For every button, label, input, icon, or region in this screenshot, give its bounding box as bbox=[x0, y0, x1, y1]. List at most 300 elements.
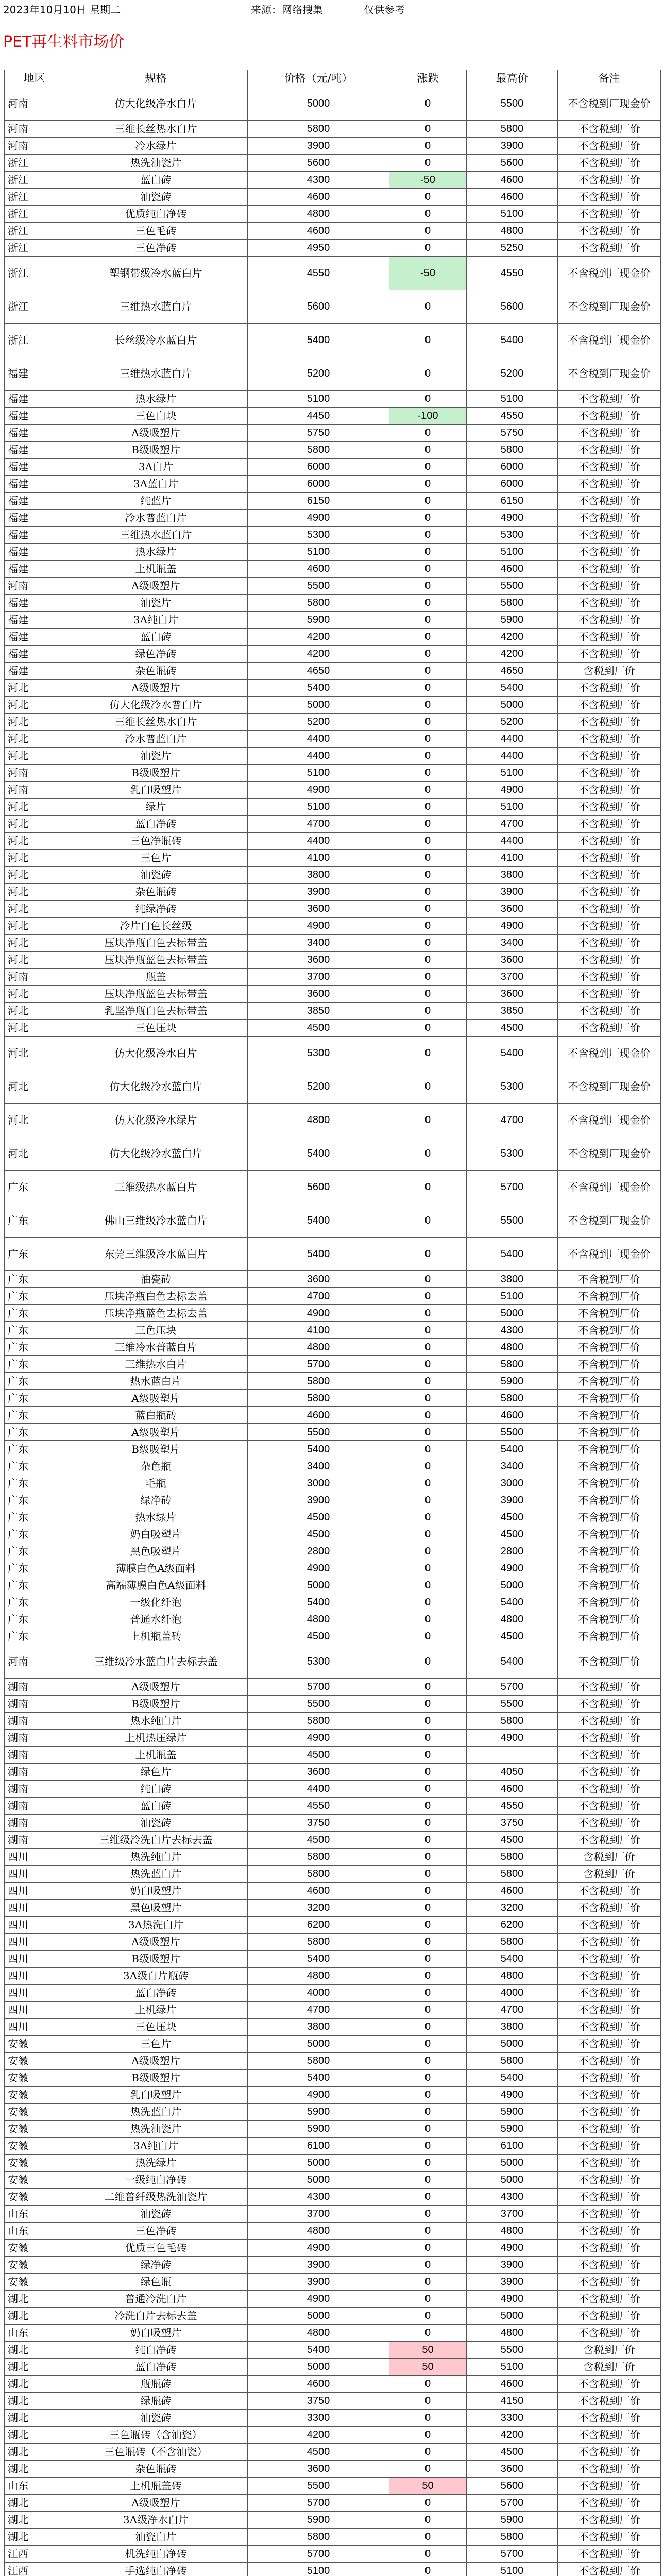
cell-region: 河北 bbox=[5, 918, 64, 935]
cell-high: 5400 bbox=[467, 2070, 558, 2087]
table-row bbox=[5, 189, 661, 206]
cell-region: 河北 bbox=[5, 986, 64, 1003]
cell-change: 0 bbox=[389, 155, 467, 172]
table-row bbox=[5, 493, 661, 510]
table-row bbox=[5, 1373, 661, 1390]
table-row bbox=[5, 1171, 661, 1204]
cell-high: 5200 bbox=[467, 714, 558, 731]
cell-price: 4900 bbox=[248, 2087, 389, 2104]
cell-change: 0 bbox=[389, 1526, 467, 1543]
cell-high: 4000 bbox=[467, 1985, 558, 2002]
cell-spec: 油瓷砖 bbox=[64, 189, 248, 206]
cell-region: 河北 bbox=[5, 901, 64, 918]
cell-high: 5800 bbox=[467, 2529, 558, 2546]
cell-region: 广东 bbox=[5, 1526, 64, 1543]
cell-price: 5700 bbox=[248, 1679, 389, 1696]
cell-change: 0 bbox=[389, 1866, 467, 1883]
cell-note: 不含税到厂价 bbox=[558, 459, 661, 476]
cell-change: 0 bbox=[389, 2223, 467, 2240]
table-row bbox=[5, 257, 661, 290]
cell-region: 江西 bbox=[5, 2563, 64, 2576]
cell-note: 不含税到厂价 bbox=[558, 1560, 661, 1577]
table-row bbox=[5, 714, 661, 731]
cell-note: 不含税到厂价 bbox=[558, 1441, 661, 1458]
cell-region: 安徽 bbox=[5, 2189, 64, 2206]
cell-price: 5000 bbox=[248, 1577, 389, 1594]
cell-note: 不含税到厂价 bbox=[558, 1815, 661, 1832]
cell-note: 不含税到厂价 bbox=[558, 2104, 661, 2121]
cell-spec: 蓝白净砖 bbox=[64, 2359, 248, 2376]
cell-spec: 蓝白净砖 bbox=[64, 816, 248, 833]
cell-high: 4900 bbox=[467, 510, 558, 527]
cell-high: 4500 bbox=[467, 1509, 558, 1526]
cell-high: 3900 bbox=[467, 884, 558, 901]
cell-note: 不含税到厂价 bbox=[558, 2121, 661, 2138]
cell-spec: A级吸塑片 bbox=[64, 578, 248, 595]
cell-region: 湖北 bbox=[5, 2427, 64, 2444]
table-body bbox=[5, 87, 661, 2576]
cell-price: 4650 bbox=[248, 663, 389, 680]
cell-price: 4800 bbox=[248, 2223, 389, 2240]
cell-region: 河北 bbox=[5, 748, 64, 765]
cell-high: 4700 bbox=[467, 1104, 558, 1137]
cell-note: 不含税到厂价 bbox=[558, 391, 661, 408]
cell-region: 广东 bbox=[5, 1424, 64, 1441]
table-row bbox=[5, 2291, 661, 2308]
cell-price: 3600 bbox=[248, 952, 389, 969]
cell-price: 3900 bbox=[248, 2257, 389, 2274]
cell-price: 5800 bbox=[248, 1866, 389, 1883]
cell-high: 6000 bbox=[467, 476, 558, 493]
cell-spec: 普通冷洗白片 bbox=[64, 2291, 248, 2308]
cell-note: 不含税到厂价 bbox=[558, 1985, 661, 2002]
cell-change: 0 bbox=[389, 969, 467, 986]
cell-high: 5700 bbox=[467, 1679, 558, 1696]
table-row bbox=[5, 1696, 661, 1713]
cell-high: 4400 bbox=[467, 833, 558, 850]
cell-high: 5800 bbox=[467, 1390, 558, 1407]
page-title: PET再生料市场价 bbox=[3, 33, 125, 51]
table-row bbox=[5, 918, 661, 935]
cell-note: 不含税到厂价 bbox=[558, 850, 661, 867]
table-row bbox=[5, 2546, 661, 2563]
cell-change: 0 bbox=[389, 595, 467, 612]
cell-spec: 热洗蓝白片 bbox=[64, 2104, 248, 2121]
cell-spec: 长丝级冷水蓝白片 bbox=[64, 324, 248, 357]
cell-change: 0 bbox=[389, 2206, 467, 2223]
cell-change: 0 bbox=[389, 1509, 467, 1526]
cell-region: 湖南 bbox=[5, 1764, 64, 1781]
cell-high: 4900 bbox=[467, 1730, 558, 1747]
cell-spec: 绿色片 bbox=[64, 1764, 248, 1781]
cell-price: 5800 bbox=[248, 1934, 389, 1951]
cell-change: 0 bbox=[389, 324, 467, 357]
table-row bbox=[5, 1441, 661, 1458]
table-row bbox=[5, 2461, 661, 2478]
cell-high: 5000 bbox=[467, 1305, 558, 1322]
cell-spec: 蓝白净砖 bbox=[64, 1985, 248, 2002]
cell-change: 50 bbox=[389, 2478, 467, 2495]
cell-note: 不含税到厂价 bbox=[558, 1645, 661, 1679]
cell-spec: 三维级热水蓝白片 bbox=[64, 1171, 248, 1204]
table-row bbox=[5, 901, 661, 918]
cell-region: 湖北 bbox=[5, 2512, 64, 2529]
cell-spec: A级吸塑片 bbox=[64, 1679, 248, 1696]
cell-note: 不含税到厂价 bbox=[558, 2036, 661, 2053]
cell-price: 5000 bbox=[248, 697, 389, 714]
cell-high: 5000 bbox=[467, 697, 558, 714]
cell-high: 5800 bbox=[467, 1866, 558, 1883]
cell-change: 0 bbox=[389, 87, 467, 121]
cell-spec: 热水纯白片 bbox=[64, 1713, 248, 1730]
cell-change: 0 bbox=[389, 2444, 467, 2461]
cell-spec: 压块净瓶蓝色去标带盖 bbox=[64, 952, 248, 969]
cell-price: 3600 bbox=[248, 1764, 389, 1781]
cell-spec: 二维普纤级热洗油瓷片 bbox=[64, 2189, 248, 2206]
cell-spec: 纯绿净砖 bbox=[64, 901, 248, 918]
table-row bbox=[5, 935, 661, 952]
cell-spec: 仿大化级冷水绿片 bbox=[64, 1104, 248, 1137]
table-row bbox=[5, 1968, 661, 1985]
cell-high: 5750 bbox=[467, 425, 558, 442]
cell-region: 安徽 bbox=[5, 2053, 64, 2070]
cell-change: 0 bbox=[389, 1390, 467, 1407]
cell-note: 含税到厂价 bbox=[558, 663, 661, 680]
cell-change: 0 bbox=[389, 2155, 467, 2172]
cell-high: 4900 bbox=[467, 2291, 558, 2308]
cell-price: 5300 bbox=[248, 527, 389, 544]
cell-high: 3400 bbox=[467, 1458, 558, 1475]
table-row bbox=[5, 1238, 661, 1271]
table-row bbox=[5, 2376, 661, 2393]
cell-change: 0 bbox=[389, 2393, 467, 2410]
cell-high: 4500 bbox=[467, 1020, 558, 1037]
cell-high: 4600 bbox=[467, 1407, 558, 1424]
cell-spec: 绿色瓶 bbox=[64, 2274, 248, 2291]
cell-note: 含税到厂价 bbox=[558, 1849, 661, 1866]
cell-note: 不含税到厂价 bbox=[558, 1747, 661, 1764]
cell-note: 不含税到厂价 bbox=[558, 1917, 661, 1934]
cell-high: 4650 bbox=[467, 663, 558, 680]
cell-change: 0 bbox=[389, 748, 467, 765]
cell-change: 0 bbox=[389, 1238, 467, 1271]
cell-region: 湖南 bbox=[5, 1781, 64, 1798]
cell-change: 0 bbox=[389, 1951, 467, 1968]
cell-high: 3700 bbox=[467, 969, 558, 986]
table-row bbox=[5, 2257, 661, 2274]
cell-note: 不含税到厂价 bbox=[558, 1407, 661, 1424]
cell-price: 2800 bbox=[248, 1543, 389, 1560]
table-row bbox=[5, 442, 661, 459]
cell-change: 0 bbox=[389, 1322, 467, 1339]
table-header-row bbox=[5, 70, 661, 87]
cell-high: 5300 bbox=[467, 527, 558, 544]
cell-note: 不含税到厂价 bbox=[558, 442, 661, 459]
cell-region: 浙江 bbox=[5, 223, 64, 240]
cell-note: 不含税到厂价 bbox=[558, 714, 661, 731]
cell-spec: A级吸塑片 bbox=[64, 1934, 248, 1951]
cell-spec: 杂色瓶砖 bbox=[64, 663, 248, 680]
cell-price: 4900 bbox=[248, 2240, 389, 2257]
cell-spec: 杂色瓶 bbox=[64, 1458, 248, 1475]
cell-spec: 热水绿片 bbox=[64, 1509, 248, 1526]
cell-high: 5900 bbox=[467, 2512, 558, 2529]
cell-price: 5100 bbox=[248, 2563, 389, 2576]
cell-price: 5400 bbox=[248, 680, 389, 697]
cell-high: 5000 bbox=[467, 2308, 558, 2325]
cell-note: 不含税到厂价 bbox=[558, 240, 661, 257]
table-row bbox=[5, 391, 661, 408]
cell-spec: 3A级净水白片 bbox=[64, 2512, 248, 2529]
cell-region: 浙江 bbox=[5, 257, 64, 290]
cell-note: 不含税到厂价 bbox=[558, 782, 661, 799]
cell-price: 5900 bbox=[248, 612, 389, 629]
cell-spec: 奶白吸塑片 bbox=[64, 1883, 248, 1900]
cell-spec: 奶白吸塑片 bbox=[64, 1526, 248, 1543]
table-row bbox=[5, 884, 661, 901]
cell-note: 不含税到厂价 bbox=[558, 1968, 661, 1985]
cell-region: 广东 bbox=[5, 1628, 64, 1645]
cell-change: 0 bbox=[389, 918, 467, 935]
cell-note: 不含税到厂价 bbox=[558, 935, 661, 952]
cell-spec: 佛山三维级冷水蓝白片 bbox=[64, 1204, 248, 1238]
table-row bbox=[5, 595, 661, 612]
cell-price: 3200 bbox=[248, 1900, 389, 1917]
cell-high: 3600 bbox=[467, 901, 558, 918]
cell-price: 3900 bbox=[248, 138, 389, 155]
table-row bbox=[5, 561, 661, 578]
cell-region: 浙江 bbox=[5, 206, 64, 223]
cell-change: 0 bbox=[389, 1560, 467, 1577]
cell-price: 5100 bbox=[248, 544, 389, 561]
cell-change: 0 bbox=[389, 476, 467, 493]
cell-change: 0 bbox=[389, 1934, 467, 1951]
cell-high: 4500 bbox=[467, 1832, 558, 1849]
cell-high: 5800 bbox=[467, 1356, 558, 1373]
table-row bbox=[5, 2070, 661, 2087]
cell-region: 湖北 bbox=[5, 2291, 64, 2308]
cell-region: 湖北 bbox=[5, 2376, 64, 2393]
cell-spec: 黑色吸塑片 bbox=[64, 1900, 248, 1917]
cell-price: 5100 bbox=[248, 391, 389, 408]
cell-high: 4600 bbox=[467, 189, 558, 206]
cell-region: 广东 bbox=[5, 1509, 64, 1526]
cell-note: 不含税到厂价 bbox=[558, 2019, 661, 2036]
cell-region: 安徽 bbox=[5, 2087, 64, 2104]
cell-price: 4600 bbox=[248, 2376, 389, 2393]
cell-region: 福建 bbox=[5, 459, 64, 476]
cell-region: 湖北 bbox=[5, 2444, 64, 2461]
table-row bbox=[5, 1356, 661, 1373]
cell-note: 不含税到厂价 bbox=[558, 1951, 661, 1968]
table-row bbox=[5, 324, 661, 357]
cell-region: 河南 bbox=[5, 782, 64, 799]
cell-change: 0 bbox=[389, 1407, 467, 1424]
cell-note: 不含税到厂价 bbox=[558, 1594, 661, 1611]
cell-spec: B级吸塑片 bbox=[64, 1441, 248, 1458]
cell-spec: 三色瓶砖（不含油瓷） bbox=[64, 2444, 248, 2461]
cell-region: 四川 bbox=[5, 1849, 64, 1866]
cell-high: 3600 bbox=[467, 986, 558, 1003]
cell-spec: 3A纯白片 bbox=[64, 612, 248, 629]
cell-price: 4600 bbox=[248, 223, 389, 240]
cell-price: 5900 bbox=[248, 2512, 389, 2529]
cell-note: 不含税到厂价 bbox=[558, 867, 661, 884]
cell-note: 不含税到厂价 bbox=[558, 189, 661, 206]
cell-price: 5800 bbox=[248, 595, 389, 612]
cell-change: 0 bbox=[389, 1815, 467, 1832]
cell-region: 广东 bbox=[5, 1543, 64, 1560]
cell-high: 5400 bbox=[467, 1645, 558, 1679]
cell-region: 四川 bbox=[5, 1866, 64, 1883]
cell-note: 不含税到厂价 bbox=[558, 1271, 661, 1288]
cell-change: 0 bbox=[389, 357, 467, 391]
cell-change: 0 bbox=[389, 2053, 467, 2070]
cell-high: 5800 bbox=[467, 2053, 558, 2070]
cell-note: 不含税到厂价 bbox=[558, 223, 661, 240]
table-row bbox=[5, 1985, 661, 2002]
cell-region: 安徽 bbox=[5, 2036, 64, 2053]
column-header-change: 涨跌 bbox=[389, 70, 467, 87]
cell-spec: 油瓷片 bbox=[64, 748, 248, 765]
cell-price: 5800 bbox=[248, 442, 389, 459]
column-header-region: 地区 bbox=[5, 70, 64, 87]
cell-note: 不含税到厂价 bbox=[558, 1883, 661, 1900]
cell-change: 0 bbox=[389, 1917, 467, 1934]
cell-spec: 三色净砖 bbox=[64, 240, 248, 257]
cell-spec: 3A蓝白片 bbox=[64, 476, 248, 493]
table-row bbox=[5, 2223, 661, 2240]
cell-note: 不含税到厂价 bbox=[558, 1003, 661, 1020]
cell-note: 不含税到厂价 bbox=[558, 1781, 661, 1798]
cell-note: 不含税到厂价 bbox=[558, 544, 661, 561]
table-row bbox=[5, 1900, 661, 1917]
cell-note: 不含税到厂现金价 bbox=[558, 290, 661, 324]
cell-region: 湖北 bbox=[5, 2410, 64, 2427]
cell-note: 不含税到厂价 bbox=[558, 1356, 661, 1373]
cell-region: 广东 bbox=[5, 1458, 64, 1475]
cell-price: 5400 bbox=[248, 1594, 389, 1611]
cell-spec: 手选纯白净砖 bbox=[64, 2563, 248, 2576]
cell-region: 湖南 bbox=[5, 1815, 64, 1832]
cell-spec: B级吸塑片 bbox=[64, 1951, 248, 1968]
cell-high: 5900 bbox=[467, 2121, 558, 2138]
cell-region: 河南 bbox=[5, 87, 64, 121]
cell-spec: 油瓷砖 bbox=[64, 2206, 248, 2223]
cell-region: 广东 bbox=[5, 1373, 64, 1390]
cell-high: 3750 bbox=[467, 1815, 558, 1832]
cell-note: 不含税到厂价 bbox=[558, 1305, 661, 1322]
cell-price: 4300 bbox=[248, 2189, 389, 2206]
cell-note: 不含税到厂价 bbox=[558, 1679, 661, 1696]
cell-region: 四川 bbox=[5, 1900, 64, 1917]
cell-note: 不含税到厂价 bbox=[558, 408, 661, 425]
cell-price: 3850 bbox=[248, 1003, 389, 1020]
cell-note: 不含税到厂价 bbox=[558, 476, 661, 493]
cell-change: 0 bbox=[389, 493, 467, 510]
table-row bbox=[5, 1730, 661, 1747]
cell-high: 5250 bbox=[467, 240, 558, 257]
cell-region: 安徽 bbox=[5, 2257, 64, 2274]
cell-high: 5400 bbox=[467, 1037, 558, 1070]
cell-note: 不含税到厂价 bbox=[558, 816, 661, 833]
cell-note: 不含税到厂现金价 bbox=[558, 1137, 661, 1171]
cell-change: 0 bbox=[389, 290, 467, 324]
cell-price: 5500 bbox=[248, 2478, 389, 2495]
cell-region: 浙江 bbox=[5, 324, 64, 357]
table-row bbox=[5, 731, 661, 748]
cell-note: 不含税到厂价 bbox=[558, 1509, 661, 1526]
cell-spec: 仿大化级冷水蓝白片 bbox=[64, 1137, 248, 1171]
cell-change: 0 bbox=[389, 561, 467, 578]
cell-region: 山东 bbox=[5, 2478, 64, 2495]
table-row bbox=[5, 1204, 661, 1238]
cell-region: 广东 bbox=[5, 1288, 64, 1305]
cell-price: 4900 bbox=[248, 918, 389, 935]
cell-price: 3750 bbox=[248, 2393, 389, 2410]
cell-change: 0 bbox=[389, 884, 467, 901]
cell-region: 福建 bbox=[5, 425, 64, 442]
cell-note: 不含税到厂价 bbox=[558, 2257, 661, 2274]
cell-spec: 瓶盖 bbox=[64, 969, 248, 986]
table-row bbox=[5, 1815, 661, 1832]
cell-change: 0 bbox=[389, 1020, 467, 1037]
cell-change: 0 bbox=[389, 2019, 467, 2036]
cell-spec: 三色净砖 bbox=[64, 2223, 248, 2240]
cell-note: 不含税到厂价 bbox=[558, 2308, 661, 2325]
cell-high: 5900 bbox=[467, 1373, 558, 1390]
cell-change: 0 bbox=[389, 391, 467, 408]
cell-change: 0 bbox=[389, 1628, 467, 1645]
cell-high: 5500 bbox=[467, 1696, 558, 1713]
cell-note: 不含税到厂价 bbox=[558, 2053, 661, 2070]
cell-price: 4500 bbox=[248, 1509, 389, 1526]
table-row bbox=[5, 2512, 661, 2529]
cell-spec: 上机瓶盖砖 bbox=[64, 2478, 248, 2495]
cell-note: 不含税到厂价 bbox=[558, 138, 661, 155]
table-row bbox=[5, 1611, 661, 1628]
table-row bbox=[5, 765, 661, 782]
cell-spec: 上机瓶盖砖 bbox=[64, 1628, 248, 1645]
cell-high: 3000 bbox=[467, 1475, 558, 1492]
table-row bbox=[5, 1070, 661, 1104]
table-row bbox=[5, 612, 661, 629]
cell-note: 不含税到厂价 bbox=[558, 510, 661, 527]
cell-region: 山东 bbox=[5, 2223, 64, 2240]
top-bar bbox=[0, 0, 664, 21]
cell-spec: 油瓷白片 bbox=[64, 2529, 248, 2546]
table-row bbox=[5, 1305, 661, 1322]
cell-price: 4500 bbox=[248, 1628, 389, 1645]
table-row bbox=[5, 1781, 661, 1798]
cell-high: 5400 bbox=[467, 1594, 558, 1611]
cell-change: 0 bbox=[389, 206, 467, 223]
cell-price: 4550 bbox=[248, 257, 389, 290]
table-row bbox=[5, 510, 661, 527]
cell-note: 不含税到厂价 bbox=[558, 2002, 661, 2019]
cell-high: 5400 bbox=[467, 680, 558, 697]
cell-change: 0 bbox=[389, 1339, 467, 1356]
cell-change: 0 bbox=[389, 1645, 467, 1679]
cell-region: 湖北 bbox=[5, 2308, 64, 2325]
cell-change: 0 bbox=[389, 2495, 467, 2512]
table-row bbox=[5, 663, 661, 680]
cell-spec: A级吸塑片 bbox=[64, 1390, 248, 1407]
cell-region: 福建 bbox=[5, 408, 64, 425]
cell-change: 0 bbox=[389, 697, 467, 714]
cell-region: 湖南 bbox=[5, 1713, 64, 1730]
cell-region: 浙江 bbox=[5, 240, 64, 257]
